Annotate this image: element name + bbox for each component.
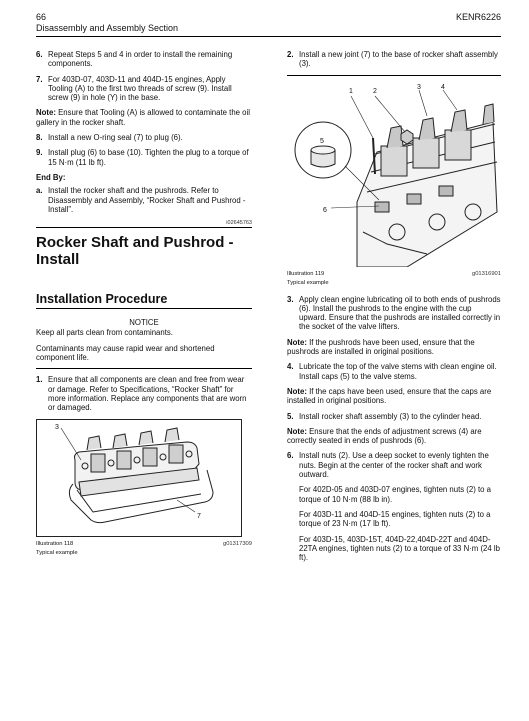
notice-rule <box>36 368 252 369</box>
note-label: Note: <box>287 386 307 396</box>
illustration-number: Illustration 118 <box>36 540 74 547</box>
note-pushrods <box>287 338 501 357</box>
step-6-install-nuts <box>287 451 501 562</box>
illustration-subtitle: Typical example <box>36 549 78 556</box>
illustration-118 <box>36 419 242 537</box>
torque-spec-403d15-404d22: For 403D-15, 403D-15T, 404D-22,404D-22T and 404D-22TA engines, tighten nuts (2) to a torque of 33 N·m (24 lb ft). <box>299 534 500 563</box>
note-text: Ensure that the ends of adjustment screws (4) are correctly seated in ends of pushrods (6). <box>287 426 482 446</box>
illustration-ref: g01316901 <box>471 270 501 277</box>
step-number: 6. <box>36 50 43 59</box>
notice-heading: NOTICE <box>129 318 159 328</box>
step-number: 1. <box>36 375 43 385</box>
figure-label: 4 <box>441 83 445 91</box>
page-number: 66 <box>36 12 47 22</box>
note-text: If the pushrods have been used, ensure that the pushrods are installed in original positions. <box>287 337 475 357</box>
procedure-heading: Installation Procedure <box>36 292 168 307</box>
step-number: 2. <box>287 50 294 59</box>
figure-caption <box>36 541 252 559</box>
notice-text: Keep all parts clean from contaminants. <box>36 328 173 338</box>
procedure-rule <box>36 308 252 309</box>
figure-rule <box>287 75 501 76</box>
step-number: 8. <box>36 133 43 143</box>
illustration-subtitle: Typical example <box>287 279 329 286</box>
section-title: Disassembly and Assembly Section <box>36 23 179 33</box>
note-caps <box>287 387 501 406</box>
note-adjustment-screws <box>287 427 501 446</box>
step-number: a. <box>36 186 43 196</box>
note-text: Ensure that Tooling (A) is allowed to contaminate the oil gallery in the rocker shaft. <box>36 108 250 127</box>
figure-caption <box>287 271 501 289</box>
figure-label: 1 <box>349 87 353 95</box>
step-text: Install the rocker shaft and the pushrods. Refer to Disassembly and Assembly, “Rocker Shaft and Pushrod - Install”. <box>48 186 246 214</box>
step-number: 4. <box>287 362 294 372</box>
note-label: Note: <box>36 108 56 118</box>
illustration-ref: g01317309 <box>222 540 252 547</box>
step-7 <box>36 75 252 103</box>
figure-label: 6 <box>323 206 327 214</box>
figure-label: 2 <box>373 87 377 95</box>
step-number: 3. <box>287 294 294 304</box>
step-number: 9. <box>36 148 43 158</box>
figure-label: 5 <box>320 137 324 145</box>
note-tooling <box>36 108 252 127</box>
section-ref-id: i02645763 <box>226 220 252 227</box>
step-text: Install a new O-ring seal (7) to plug (6). <box>48 133 183 143</box>
step-text: Install a new joint (7) to the base of rocker shaft assembly (3). <box>299 50 498 69</box>
step-text: Repeat Steps 5 and 4 in order to install the remaining components. <box>48 50 233 69</box>
torque-spec-403d11-404d15: For 403D-11 and 404D-15 engines, tighten nuts (2) to a torque of 23 N·m (17 lb ft). <box>299 509 491 529</box>
step-text: Install rocker shaft assembly (3) to the cylinder head. <box>299 411 482 421</box>
step-text: For 403D-07, 403D-11 and 404D-15 engines, Apply Tooling (A) to the first two threads of screw (9). Install screw (9) in hole (Y) in the base. <box>48 74 232 103</box>
step-number: 7. <box>36 74 43 84</box>
note-label: Note: <box>287 426 307 436</box>
figure-label: 7 <box>197 512 201 520</box>
step-text: Ensure that all components are clean and free from wear or damage. Refer to Specifications, “Rocker Shaft” for more information. Replace any components that are worn or damaged. <box>48 375 247 413</box>
step-number: 5. <box>287 411 294 421</box>
left-column <box>36 50 252 559</box>
step-3 <box>287 295 501 332</box>
section-rule <box>36 227 252 228</box>
torque-spec-402d-403d07: For 402D-05 and 403D-07 engines, tighten nuts (2) to a torque of 10 N·m (88 lb in). <box>299 485 492 504</box>
step-6 <box>36 50 252 69</box>
step-text: Apply clean engine lubricating oil to both ends of pushrods (6). Install the pushrods to the engine with the cup upward. Ensure that the pushrods are installed correctly in the socket of the valve lifters. <box>299 294 501 332</box>
step-text: Install plug (6) to base (10). Tighten the plug to a torque of 15 N·m (11 lb ft). <box>48 148 249 167</box>
step-text: Lubricate the top of the valve stems with clean engine oil. Install caps (5) to the valve stems. <box>299 362 497 381</box>
figure-label: 3 <box>55 423 59 431</box>
step-8 <box>36 133 252 142</box>
end-by-heading: End By: <box>36 172 66 182</box>
note-label: Note: <box>287 337 307 347</box>
step-1 <box>36 375 252 412</box>
figure-label: 3 <box>417 83 421 91</box>
step-body <box>299 451 501 562</box>
page-title: Rocker Shaft and Pushrod - Install <box>36 234 234 269</box>
step-2 <box>287 50 501 69</box>
illustration-number: Illustration 119 <box>287 270 325 277</box>
step-text: Install nuts (2). Use a deep socket to evenly tighten the nuts. Begin at the center of the rocker shaft and work outward. <box>299 451 489 480</box>
note-text: If the caps have been used, ensure that the caps are installed in original positions. <box>287 386 492 406</box>
notice-text-2: Contaminants may cause rapid wear and shortened component life. <box>36 343 215 363</box>
cylinder-head-drawing <box>287 82 499 267</box>
step-9 <box>36 148 252 167</box>
step-4 <box>287 362 501 381</box>
illustration-119 <box>287 82 499 267</box>
header-rule <box>36 36 501 37</box>
rocker-shaft-drawing <box>37 420 241 536</box>
right-column <box>287 50 501 568</box>
document-code: KENR6226 <box>455 12 501 22</box>
end-by-item-a <box>36 186 252 214</box>
step-5 <box>287 412 501 421</box>
step-number: 6. <box>287 451 294 461</box>
